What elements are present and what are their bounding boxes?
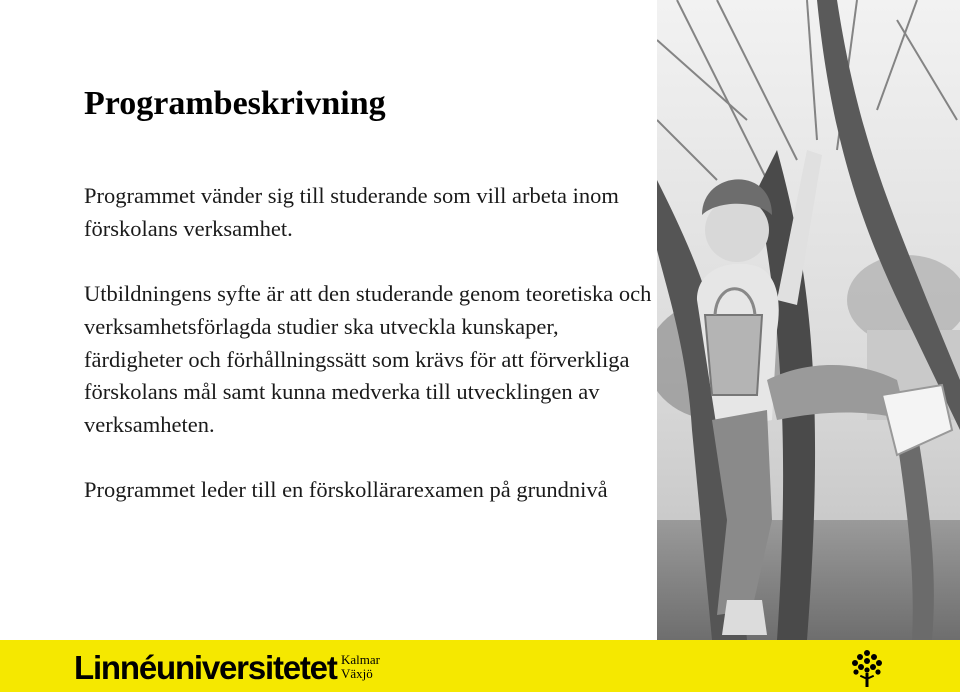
footer-bar <box>0 640 960 692</box>
slide-body <box>84 180 654 507</box>
paragraph-purpose: Utbildningens syfte är att den studerande genom teoretiska och verksamhetsförlagda studier ska utveckla kunskaper, färdigheter och förhållningssätt som krävs för att förverkliga förskolans mål samt kunna medverka till utvecklingen av verksamheten. <box>84 281 652 437</box>
photo-child-climbing-tree <box>657 0 960 640</box>
tree-logo-icon <box>850 649 884 687</box>
logo-cities <box>341 653 380 680</box>
university-logo-text: Linnéuniversitetet <box>74 649 337 686</box>
paragraph-audience: Programmet vänder sig till studerande som vill arbeta inom förskolans verksamhet. <box>84 183 619 241</box>
photo-illustration <box>657 0 960 640</box>
paragraph-degree: Programmet leder till en förskollärarexamen på grundnivå <box>84 477 608 503</box>
slide-title: Programbeskrivning <box>84 85 386 122</box>
city-kalmar: Kalmar <box>341 652 380 667</box>
city-vaxjo: Växjö <box>341 665 373 681</box>
